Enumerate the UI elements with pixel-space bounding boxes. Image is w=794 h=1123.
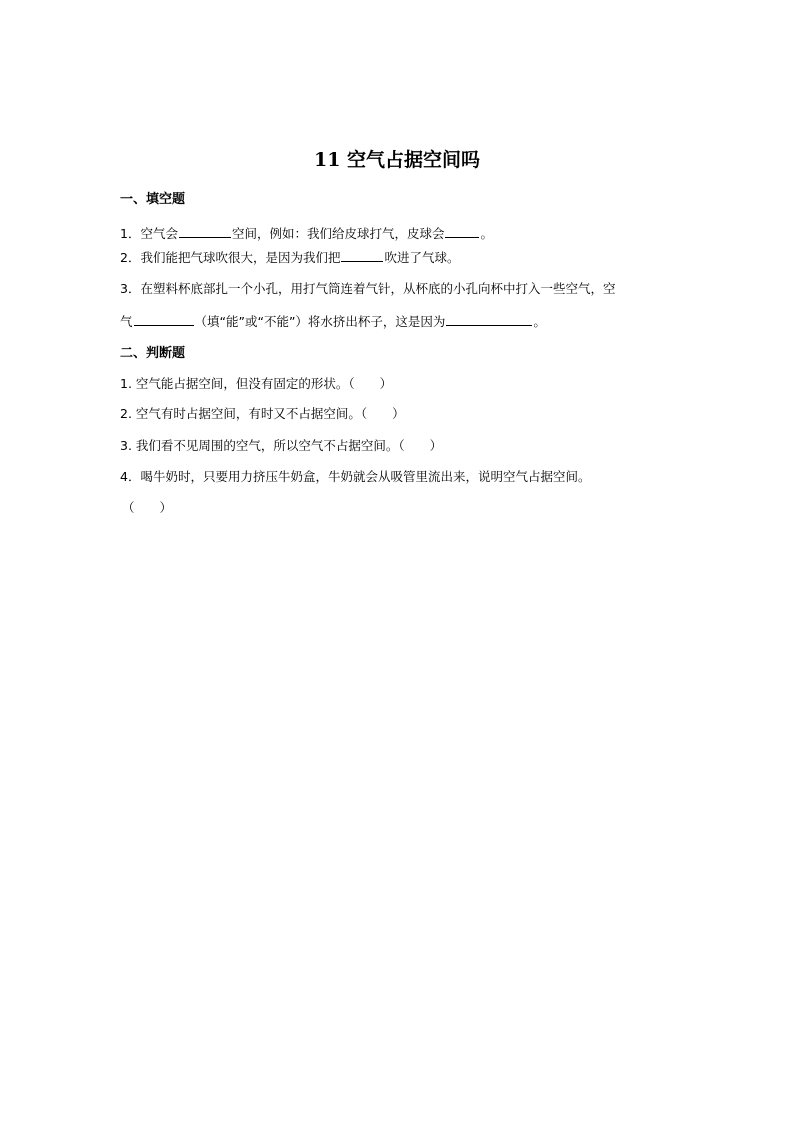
question-text: 1．空气会 xyxy=(120,226,178,241)
answer-blank[interactable] xyxy=(134,312,194,326)
question-fill-3-line1: 3．在塑料杯底部扎一个小孔，用打气筒连着气针，从杯底的小孔向杯中打入一些空气，空 xyxy=(120,281,616,296)
question-text: 空间，例如：我们给皮球打气，皮球会 xyxy=(231,226,445,241)
question-text: 气 xyxy=(120,314,133,329)
question-fill-2 xyxy=(120,248,459,267)
answer-blank[interactable] xyxy=(446,312,532,326)
question-text: （填“能”或“不能”）将水挤出杯子，这是因为 xyxy=(194,314,446,329)
answer-blank[interactable] xyxy=(445,224,479,238)
question-judge-4: 4．喝牛奶时，只要用力挤压牛奶盒，牛奶就会从吸管里流出来，说明空气占据空间。 xyxy=(120,469,591,484)
question-judge-2: 2. 空气有时占据空间，有时又不占据空间。（ ） xyxy=(120,406,405,421)
question-text: 2．我们能把气球吹很大，是因为我们把 xyxy=(120,250,341,265)
question-text: 。 xyxy=(480,226,493,241)
answer-blank[interactable] xyxy=(179,224,231,238)
question-text: 吹进了气球。 xyxy=(384,250,460,265)
question-text: 。 xyxy=(533,314,546,329)
page-title: 11 空气占据空间吗 xyxy=(313,149,481,171)
question-fill-1 xyxy=(120,224,493,243)
question-judge-3: 3. 我们看不见周围的空气，所以空气不占据空间。（ ） xyxy=(120,438,443,453)
section-heading-fill-blank: 一、填空题 xyxy=(120,192,186,207)
section-heading-judgement: 二、判断题 xyxy=(120,346,186,361)
question-judge-1: 1. 空气能占据空间，但没有固定的形状。（ ） xyxy=(120,376,393,391)
question-fill-3-line2 xyxy=(120,312,546,331)
answer-blank[interactable] xyxy=(341,248,383,262)
question-judge-4-paren[interactable]: （ ） xyxy=(122,500,173,515)
